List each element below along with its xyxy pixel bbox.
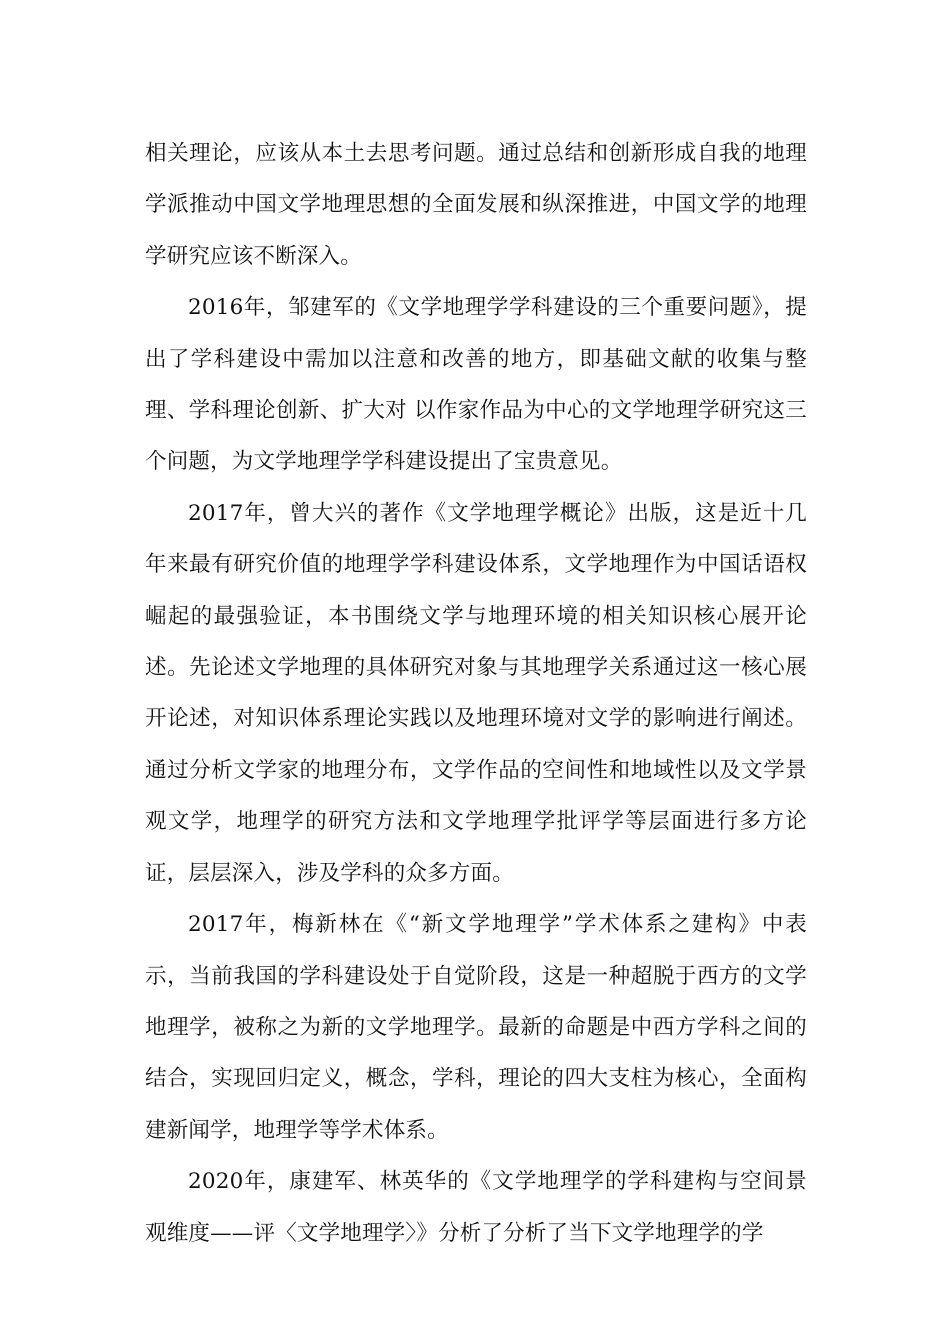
paragraph-5: 2020年，康建军、林英华的《文学地理学的学科建构与空间景观维度——评〈文学地理学〉》分析了分析了当下文学地理学的学 (145, 1169, 807, 1246)
paragraph-3: 2017年，曾大兴的著作《文学地理学概论》出版，这是近十几年来最有研究价值的地理学学科建设体系，文学地理作为中国话语权崛起的最强验证，本书围绕文学与地理环境的相关知识核心展开论述。先论述文学地理的具体研究对象与其地理学关系通过这一核心展开论述，对知识体系理论实践以及地理环境对文学的影响进行阐述。通过分析文学家的地理分布，文学作品的空间性和地域性以及文学景观文学，地理学的研究方法和文学地理学批评学等层面进行多方论证，层层深入，涉及学科的众多方面。 (145, 500, 807, 886)
paragraph-4: 2017年，梅新林在《“新文学地理学”学术体系之建构》中表示，当前我国的学科建设处于自觉阶段，这是一种超脱于西方的文学地理学，被称之为新的文学地理学。最新的命题是中西方学科之间的结合，实现回归定义，概念，学科，理论的四大支柱为核心，全面构建新闻学，地理学等学术体系。 (145, 912, 807, 1143)
paragraph-1: 相关理论，应该从本土去思考问题。通过总结和创新形成自我的地理学派推动中国文学地理思想的全面发展和纵深推进，中国文学的地理学研究应该不断深入。 (145, 141, 807, 269)
paragraph-2: 2016年，邹建军的《文学地理学学科建设的三个重要问题》，提出了学科建设中需加以注意和改善的地方，即基础文献的收集与整理、学科理论创新、扩大对 以作家作品为中心的文学地理学研究这三个问题，为文学地理学学科建设提出了宝贵意见。 (145, 295, 807, 475)
document-body (145, 128, 807, 1259)
